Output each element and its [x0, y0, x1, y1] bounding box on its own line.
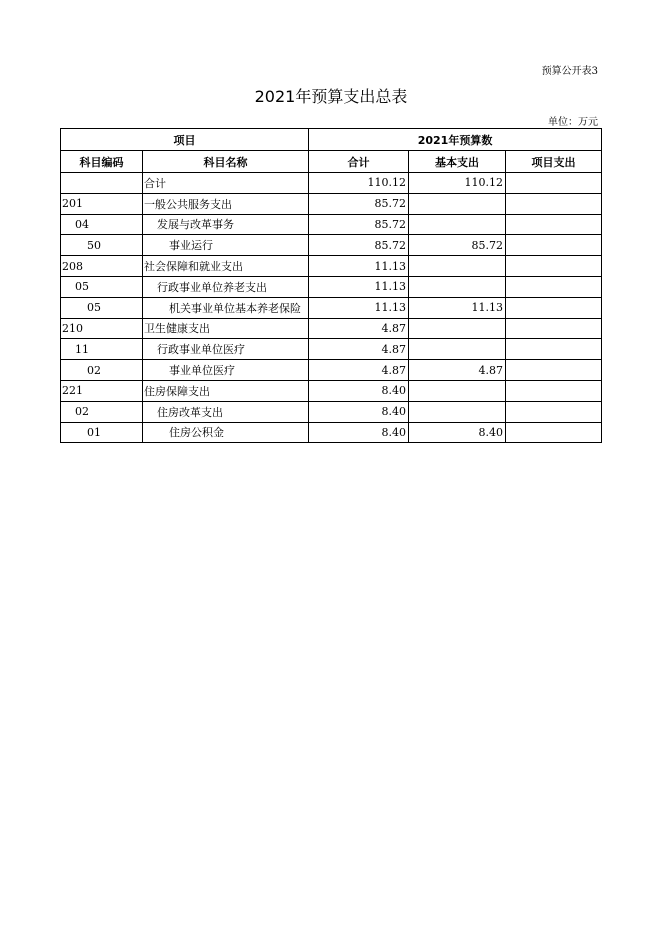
cell-project [506, 380, 602, 401]
cell-code: 201 [61, 193, 143, 214]
cell-basic [409, 256, 506, 277]
cell-project [506, 401, 602, 422]
table-row [61, 214, 602, 235]
cell-name: 事业单位医疗 [143, 360, 309, 381]
cell-total: 4.87 [309, 339, 409, 360]
cell-name: 行政事业单位养老支出 [143, 276, 309, 297]
header-name: 科目名称 [143, 151, 309, 173]
table-row [61, 193, 602, 214]
table-row [61, 297, 602, 318]
cell-total: 8.40 [309, 401, 409, 422]
header-budget-group: 2021年预算数 [309, 129, 602, 151]
table-row [61, 401, 602, 422]
header-project: 项目支出 [506, 151, 602, 173]
table-row [61, 276, 602, 297]
column-header-row [61, 151, 602, 173]
header-code: 科目编码 [61, 151, 143, 173]
cell-code: 221 [61, 380, 143, 401]
cell-project [506, 297, 602, 318]
cell-basic: 11.13 [409, 297, 506, 318]
cell-code: 05 [61, 297, 143, 318]
cell-project [506, 339, 602, 360]
cell-name: 机关事业单位基本养老保险 [143, 297, 309, 318]
cell-code: 05 [61, 276, 143, 297]
cell-project [506, 360, 602, 381]
cell-basic [409, 339, 506, 360]
cell-total: 11.13 [309, 276, 409, 297]
cell-project [506, 256, 602, 277]
cell-basic: 8.40 [409, 422, 506, 443]
cell-code: 50 [61, 235, 143, 256]
table-row [61, 256, 602, 277]
cell-code: 02 [61, 401, 143, 422]
cell-name: 一般公共服务支出 [143, 193, 309, 214]
form-number: 预算公开表3 [541, 66, 598, 77]
cell-total: 4.87 [309, 318, 409, 339]
cell-code: 02 [61, 360, 143, 381]
cell-basic [409, 276, 506, 297]
page-title: 2021年预算支出总表 [254, 87, 408, 106]
cell-total: 8.40 [309, 422, 409, 443]
cell-basic: 4.87 [409, 360, 506, 381]
cell-name: 合计 [143, 173, 309, 194]
header-basic: 基本支出 [409, 151, 506, 173]
table-row [61, 173, 602, 194]
cell-total: 85.72 [309, 214, 409, 235]
cell-basic: 110.12 [409, 173, 506, 194]
cell-project [506, 235, 602, 256]
cell-basic [409, 401, 506, 422]
cell-project [506, 318, 602, 339]
cell-name: 住房改革支出 [143, 401, 309, 422]
cell-name: 行政事业单位医疗 [143, 339, 309, 360]
table-row [61, 339, 602, 360]
cell-name: 住房保障支出 [143, 380, 309, 401]
cell-project [506, 214, 602, 235]
cell-name: 发展与改革事务 [143, 214, 309, 235]
cell-basic [409, 214, 506, 235]
cell-basic [409, 193, 506, 214]
cell-code: 208 [61, 256, 143, 277]
cell-name: 事业运行 [143, 235, 309, 256]
header-item-group: 项目 [61, 129, 309, 151]
cell-basic [409, 318, 506, 339]
cell-total: 8.40 [309, 380, 409, 401]
group-header-row [61, 129, 602, 151]
cell-code: 01 [61, 422, 143, 443]
cell-basic [409, 380, 506, 401]
table-row [61, 422, 602, 443]
cell-total: 4.87 [309, 360, 409, 381]
table-row [61, 380, 602, 401]
table-row [61, 360, 602, 381]
cell-project [506, 173, 602, 194]
cell-total: 11.13 [309, 256, 409, 277]
header-total: 合计 [309, 151, 409, 173]
budget-expenditure-table [60, 128, 602, 443]
cell-basic: 85.72 [409, 235, 506, 256]
cell-total: 85.72 [309, 193, 409, 214]
unit-label: 单位：万元 [548, 117, 598, 128]
cell-code [61, 173, 143, 194]
cell-total: 11.13 [309, 297, 409, 318]
cell-name: 住房公积金 [143, 422, 309, 443]
cell-total: 85.72 [309, 235, 409, 256]
table-row [61, 235, 602, 256]
cell-project [506, 422, 602, 443]
cell-project [506, 276, 602, 297]
cell-code: 11 [61, 339, 143, 360]
cell-name: 卫生健康支出 [143, 318, 309, 339]
cell-total: 110.12 [309, 173, 409, 194]
cell-code: 210 [61, 318, 143, 339]
cell-code: 04 [61, 214, 143, 235]
cell-name: 社会保障和就业支出 [143, 256, 309, 277]
cell-project [506, 193, 602, 214]
table-row [61, 318, 602, 339]
